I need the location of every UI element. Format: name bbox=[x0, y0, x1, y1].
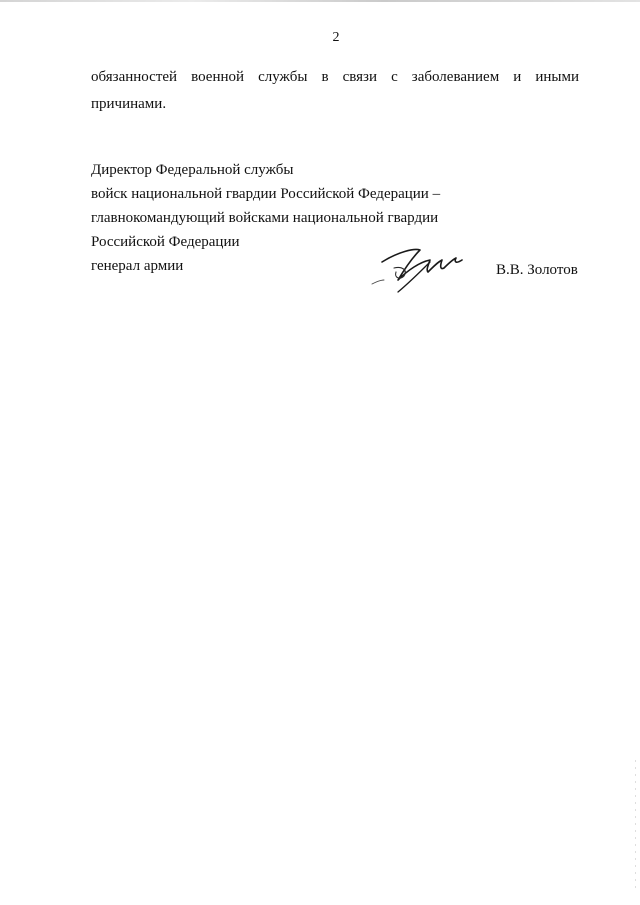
signature-stroke-main bbox=[382, 250, 462, 281]
scan-edge-top bbox=[0, 0, 640, 2]
signatory-title-line: Директор Федеральной службы bbox=[91, 162, 294, 178]
paragraph-line: обязанностей военной службы в связи с заболеванием и иными bbox=[91, 69, 579, 85]
handwritten-signature bbox=[368, 240, 478, 295]
paragraph-line: причинами. bbox=[91, 96, 167, 112]
signer-name: В.В. Золотов bbox=[496, 262, 578, 278]
scan-edge-right bbox=[635, 760, 636, 890]
signatory-rank: генерал армии bbox=[91, 258, 184, 274]
signatory-title-line: главнокомандующий войсками национальной гвардии bbox=[91, 210, 439, 226]
signatory-title-line: Российской Федерации bbox=[91, 234, 240, 250]
page-number: 2 bbox=[332, 30, 340, 45]
signature-stroke-flourish bbox=[372, 280, 384, 284]
body-paragraph bbox=[91, 64, 579, 118]
signatory-title-line: войск национальной гвардии Российской Федерации – bbox=[91, 186, 441, 202]
